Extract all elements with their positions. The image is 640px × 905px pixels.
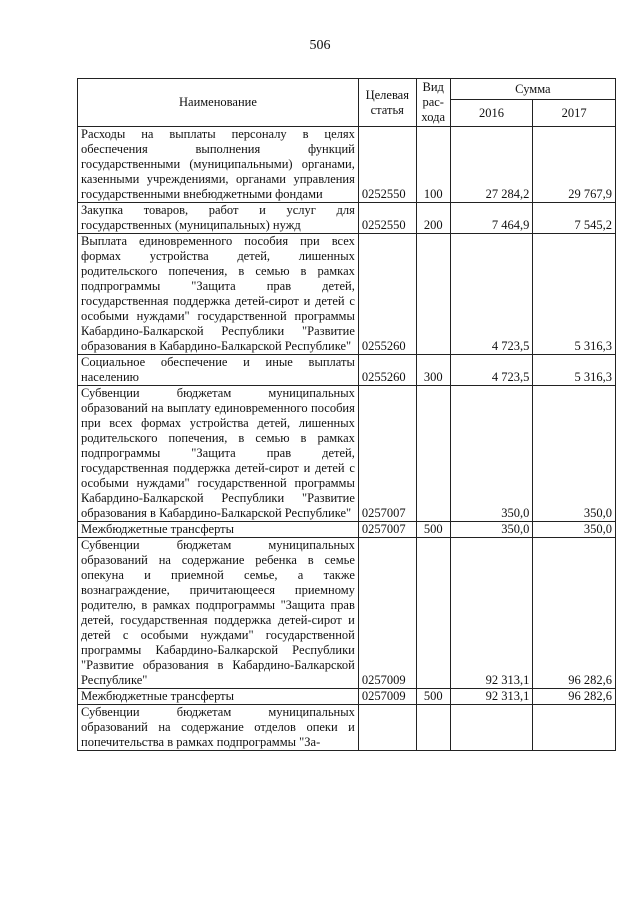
row-expense-kind-cell	[416, 234, 450, 355]
table-row	[78, 705, 616, 751]
row-name-cell: Межбюджетные трансферты	[78, 689, 359, 705]
row-sum-2016-cell	[450, 705, 533, 751]
header-sum: Сумма	[450, 79, 615, 100]
row-target-article-cell: 0257007	[358, 386, 416, 522]
row-target-article-cell: 0257009	[358, 538, 416, 689]
row-sum-2016-cell: 4 723,5	[450, 355, 533, 386]
row-sum-2017-cell: 5 316,3	[533, 355, 616, 386]
row-name-cell: Расходы на выплаты персоналу в целях обеспечения выполнения функций государственными (муниципальными) органами, казенными учреждениями, органами управления государственными внебюджетными фондами	[78, 127, 359, 203]
row-sum-2016-cell: 27 284,2	[450, 127, 533, 203]
table-row	[78, 203, 616, 234]
row-expense-kind-cell: 100	[416, 127, 450, 203]
row-target-article-cell: 0252550	[358, 127, 416, 203]
row-target-article-cell: 0252550	[358, 203, 416, 234]
header-year-2016: 2016	[450, 100, 533, 127]
row-sum-2017-cell: 7 545,2	[533, 203, 616, 234]
budget-table	[77, 78, 616, 751]
row-sum-2017-cell: 96 282,6	[533, 689, 616, 705]
row-sum-2016-cell: 350,0	[450, 522, 533, 538]
row-target-article-cell: 0257007	[358, 522, 416, 538]
row-sum-2017-cell: 350,0	[533, 522, 616, 538]
row-sum-2017-cell: 96 282,6	[533, 538, 616, 689]
row-target-article-cell: 0257009	[358, 689, 416, 705]
row-target-article-cell	[358, 705, 416, 751]
table-row	[78, 127, 616, 203]
row-expense-kind-cell: 500	[416, 522, 450, 538]
row-expense-kind-cell: 500	[416, 689, 450, 705]
table-row	[78, 689, 616, 705]
row-name-cell: Субвенции бюджетам муниципальных образований на выплату единовременного пособия при всех формах устройства детей, лишенных родительского попечения, в семью в рамках подпрограммы "Защита прав детей, государственная поддержка детей-сирот и детей с особыми нуждами" государственной программы Кабардино-Балкарской Республики "Развитие образования в Кабардино-Балкарской Республике"	[78, 386, 359, 522]
row-name-cell: Субвенции бюджетам муниципальных образований на содержание ребенка в семье опекуна и приемной семье, а также вознаграждение, причитающееся приемному родителю, в рамках подпрограммы "Защита прав детей, государственная поддержка детей-сирот и детей с особыми нуждами" государственной программы Кабардино-Балкарской Республики "Развитие образования в Кабардино-Балкарской Республике"	[78, 538, 359, 689]
row-sum-2016-cell: 7 464,9	[450, 203, 533, 234]
table-row	[78, 522, 616, 538]
row-sum-2017-cell: 350,0	[533, 386, 616, 522]
row-target-article-cell: 0255260	[358, 355, 416, 386]
row-expense-kind-cell: 200	[416, 203, 450, 234]
row-name-cell: Выплата единовременного пособия при всех формах устройства детей, лишенных родительского попечения, в семью в рамках подпрограммы "Защита прав детей, государственная поддержка детей-сирот и детей с особыми нуждами" государственной программы Кабардино-Балкарской Республики "Развитие образования в Кабардино-Балкарской Республике"	[78, 234, 359, 355]
table-row	[78, 355, 616, 386]
header-year-2017: 2017	[533, 100, 616, 127]
row-sum-2017-cell: 5 316,3	[533, 234, 616, 355]
table-row	[78, 538, 616, 689]
table-row	[78, 234, 616, 355]
row-sum-2016-cell: 4 723,5	[450, 234, 533, 355]
header-expense-kind: Вид рас-хода	[416, 79, 450, 127]
row-expense-kind-cell: 300	[416, 355, 450, 386]
row-name-cell: Субвенции бюджетам муниципальных образований на содержание отделов опеки и попечительства в рамках подпрограммы "За-	[78, 705, 359, 751]
row-sum-2016-cell: 92 313,1	[450, 538, 533, 689]
header-name: Наименование	[78, 79, 359, 127]
row-target-article-cell: 0255260	[358, 234, 416, 355]
header-target-article: Целевая статья	[358, 79, 416, 127]
row-expense-kind-cell	[416, 705, 450, 751]
table-header-row	[78, 79, 616, 100]
row-sum-2016-cell: 350,0	[450, 386, 533, 522]
page-number: 506	[309, 38, 331, 53]
row-sum-2017-cell: 29 767,9	[533, 127, 616, 203]
row-sum-2016-cell: 92 313,1	[450, 689, 533, 705]
row-sum-2017-cell	[533, 705, 616, 751]
row-expense-kind-cell	[416, 538, 450, 689]
table-row	[78, 386, 616, 522]
row-name-cell: Межбюджетные трансферты	[78, 522, 359, 538]
row-name-cell: Социальное обеспечение и иные выплаты населению	[78, 355, 359, 386]
row-expense-kind-cell	[416, 386, 450, 522]
row-name-cell: Закупка товаров, работ и услуг для государственных (муниципальных) нужд	[78, 203, 359, 234]
